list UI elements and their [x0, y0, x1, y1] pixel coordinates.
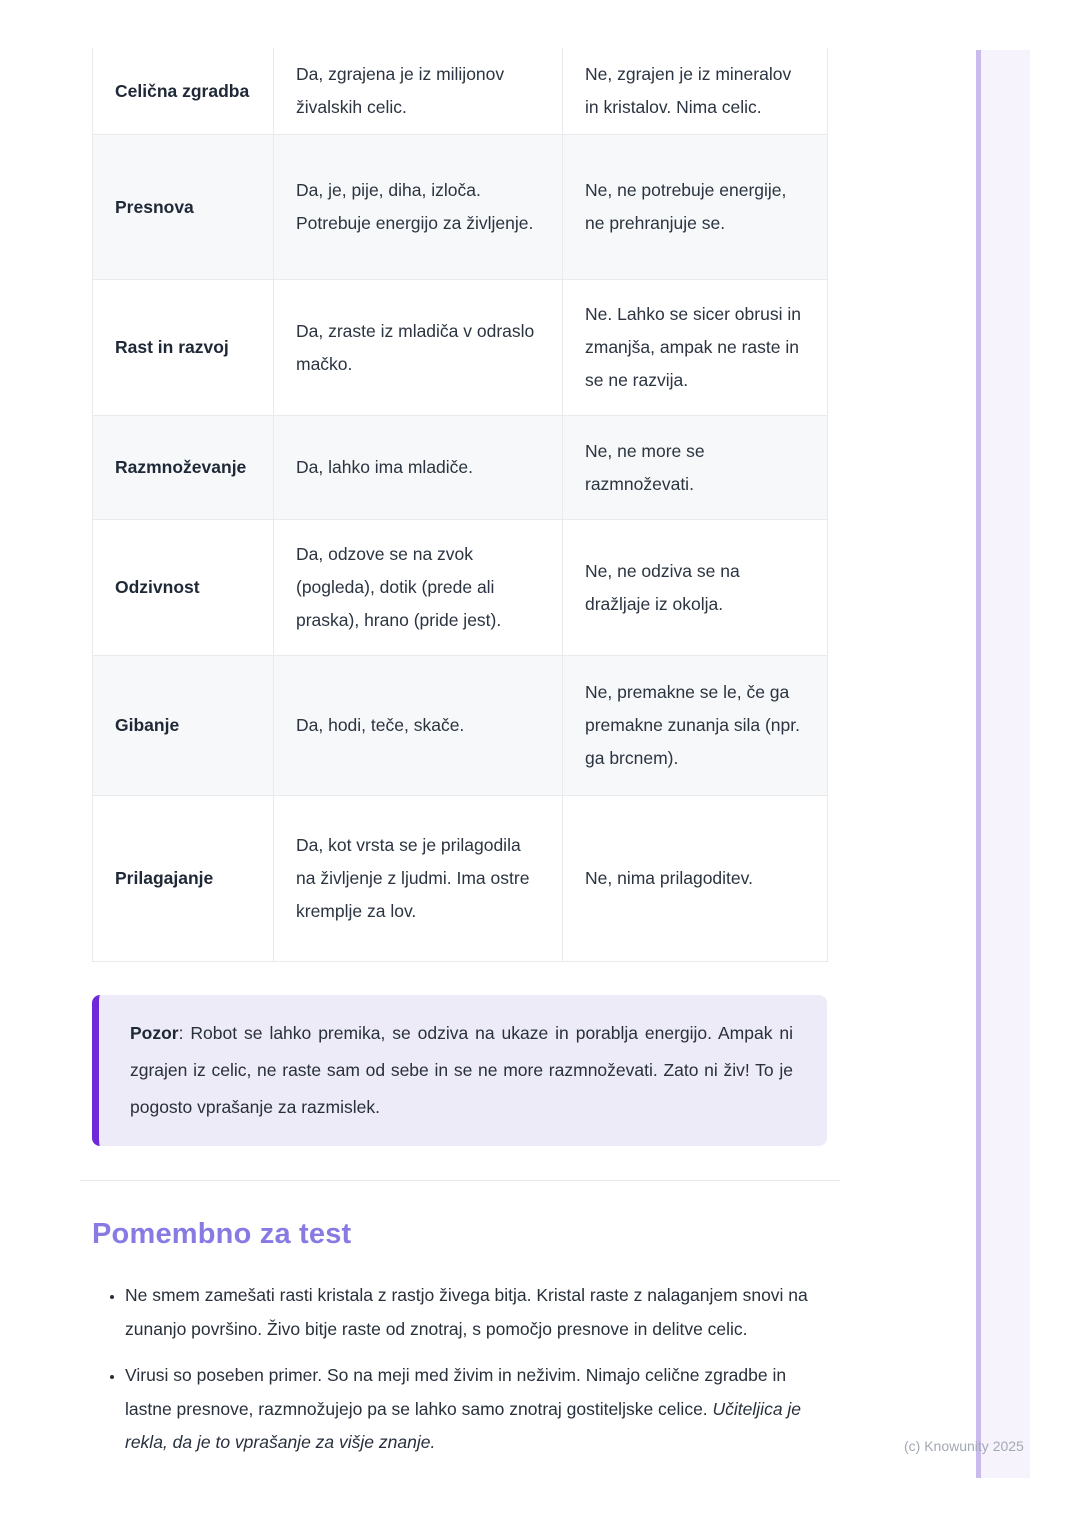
- row-label: Rast in razvoj: [93, 280, 274, 416]
- table-row: [93, 48, 828, 135]
- bullet-italic-text: Učiteljica je rekla, da je to vprašanje za višje znanje.: [125, 1398, 802, 1452]
- table-row: [93, 416, 828, 520]
- row-label: Razmnoževanje: [93, 416, 274, 520]
- row-label: Celična zgradba: [93, 48, 274, 135]
- comparison-table: [92, 48, 828, 962]
- yes-cell: Da, hodi, teče, skače.: [274, 656, 563, 796]
- callout-label: Pozor: [130, 1023, 179, 1043]
- attention-callout: [92, 995, 827, 1146]
- bullet-list: [92, 1279, 815, 1460]
- yes-cell: Da, je, pije, diha, izloča. Potrebuje energijo za življenje.: [274, 135, 563, 280]
- table-row: [93, 656, 828, 796]
- table-row: [93, 520, 828, 656]
- section-heading: Pomembno za test: [92, 1218, 352, 1250]
- row-label: Odzivnost: [93, 520, 274, 656]
- bullet-text: Virusi so poseben primer. So na meji med živim in neživim. Nimajo celične zgradbe in lastne presnove, razmnožujejo pa se lahko samo znotraj gostiteljske celice.: [125, 1365, 787, 1419]
- next-page-edge: [976, 50, 1030, 1478]
- yes-cell: Da, kot vrsta se je prilagodila na življenje z ljudmi. Ima ostre kremplje za lov.: [274, 796, 563, 962]
- no-cell: Ne, premakne se le, če ga premakne zunanja sila (npr. ga brcnem).: [563, 656, 828, 796]
- section-divider: [80, 1180, 840, 1181]
- table-row: [93, 280, 828, 416]
- row-label: Gibanje: [93, 656, 274, 796]
- yes-cell: Da, odzove se na zvok (pogleda), dotik (prede ali praska), hrano (pride jest).: [274, 520, 563, 656]
- yes-cell: Da, zraste iz mladiča v odraslo mačko.: [274, 280, 563, 416]
- yes-cell: Da, zgrajena je iz milijonov živalskih celic.: [274, 48, 563, 135]
- row-label: Presnova: [93, 135, 274, 280]
- table-row: [93, 796, 828, 962]
- no-cell: Ne. Lahko se sicer obrusi in zmanjša, ampak ne raste in se ne razvija.: [563, 280, 828, 416]
- copyright-watermark: (c) Knowunity 2025: [904, 1438, 1024, 1454]
- comparison-table-body: [93, 48, 828, 962]
- row-label: Prilagajanje: [93, 796, 274, 962]
- table-row: [93, 135, 828, 280]
- no-cell: Ne, ne odziva se na dražljaje iz okolja.: [563, 520, 828, 656]
- list-item: [125, 1359, 815, 1460]
- no-cell: Ne, zgrajen je iz mineralov in kristalov. Nima celic.: [563, 48, 828, 135]
- yes-cell: Da, lahko ima mladiče.: [274, 416, 563, 520]
- callout-text: : Robot se lahko premika, se odziva na ukaze in porablja energijo. Ampak ni zgrajen iz celic, ne raste sam od sebe in se ne more razmnoževati. Zato ni živ! To je pogosto vprašanje za razmislek.: [130, 1023, 793, 1117]
- document-content: [92, 48, 827, 1473]
- no-cell: Ne, nima prilagoditev.: [563, 796, 828, 962]
- list-item: [125, 1279, 815, 1346]
- bullet-text: Ne smem zamešati rasti kristala z rastjo živega bitja. Kristal raste z nalaganjem snovi na zunanjo površino. Živo bitje raste od znotraj, s pomočjo presnove in delitve celic.: [125, 1285, 808, 1339]
- no-cell: Ne, ne potrebuje energije, ne prehranjuje se.: [563, 135, 828, 280]
- no-cell: Ne, ne more se razmnoževati.: [563, 416, 828, 520]
